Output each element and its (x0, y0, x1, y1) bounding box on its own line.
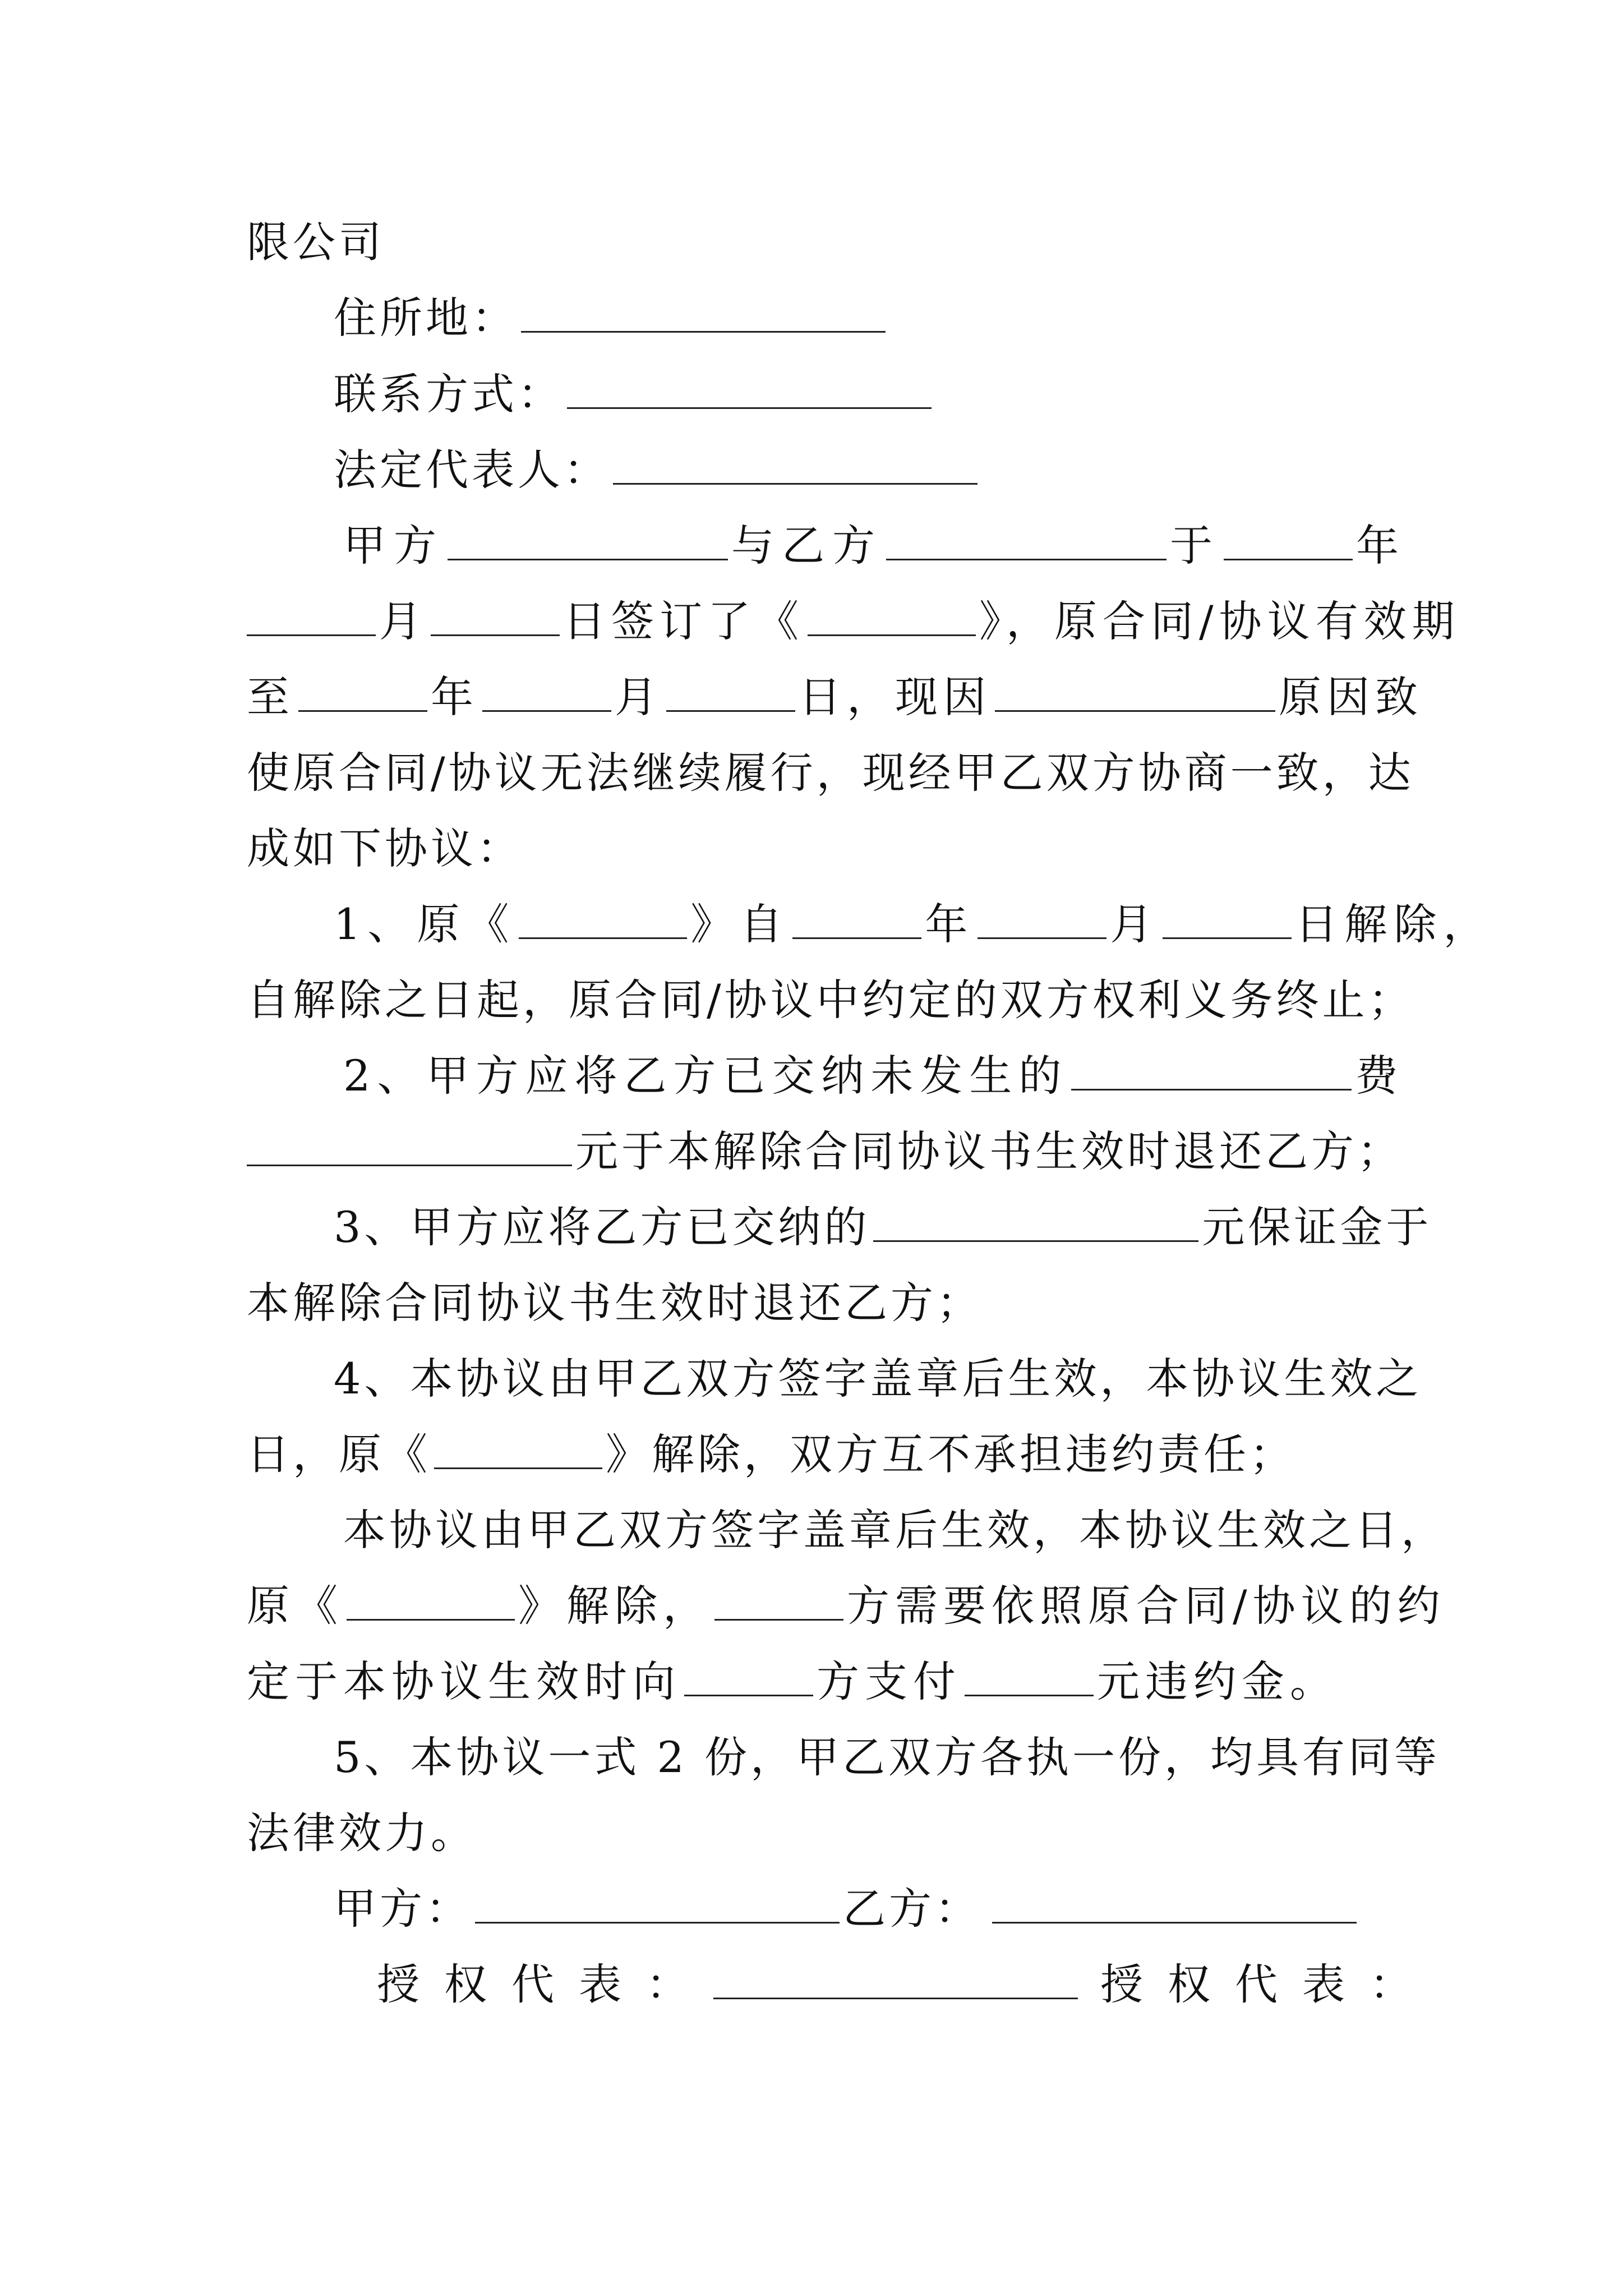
blank-party-b (886, 523, 1166, 560)
label-contact: 联系方式： (334, 369, 564, 419)
line-cannot-continue (247, 742, 1414, 804)
blank-address (521, 295, 886, 333)
text-penalty: 元违约金。 (1097, 1657, 1338, 1706)
text-now-due-to: 日，现因 (799, 672, 992, 722)
text-deposit: 元保证金于 (1202, 1202, 1432, 1252)
blank-sign-day (431, 599, 560, 636)
label-legal-rep: 法定代表人： (334, 445, 610, 495)
line-parties (343, 515, 1498, 577)
line-clause-2-cont (247, 1121, 1402, 1182)
text-terminated: 日解除， (1295, 899, 1493, 949)
blank-clause-4-alt-contract (347, 1583, 515, 1621)
text-year: 年 (925, 899, 975, 949)
line-sign-date (247, 591, 1460, 652)
text-with-party-b: 与乙方 (731, 521, 883, 570)
blank-party-a (448, 523, 728, 560)
label-signature-party-b: 乙方： (843, 1884, 981, 1934)
blank-clause-1-year (792, 901, 921, 939)
line-penalty (247, 1651, 1402, 1713)
line-clause-3-cont (247, 1272, 1402, 1334)
label-authorized-rep-b: 授权代表： (1100, 1959, 1437, 2009)
label-address: 住所地： (334, 293, 518, 343)
text-fee: 费 (1355, 1051, 1405, 1101)
blank-payee-party (684, 1659, 813, 1696)
blank-contract-name (808, 599, 976, 636)
text-clause-4-alt: 本协议由甲乙双方签字盖章后生效，本协议生效之日， (343, 1505, 1447, 1555)
blank-sign-month (247, 599, 376, 636)
text-clause-3-cont: 本解除合同协议书生效时退还乙方； (247, 1278, 983, 1328)
text-month: 月 (1110, 899, 1160, 949)
line-clause-5-cont (247, 1802, 1402, 1864)
blank-clause-3-deposit (873, 1204, 1198, 1242)
line-clause-2 (343, 1045, 1498, 1107)
text-reason-causes: 原因致 (1279, 672, 1423, 722)
blank-signature-party-b (992, 1886, 1357, 1924)
blank-clause-2-fee (1071, 1053, 1352, 1091)
line-agreement-intro (247, 818, 1402, 880)
line-address (334, 287, 1489, 349)
blank-valid-month (482, 674, 611, 712)
label-authorized-rep-a: 授权代表： (377, 1959, 713, 2009)
line-contact (334, 364, 1489, 425)
text-year: 年 (1356, 521, 1407, 570)
text-month: 月 (615, 672, 663, 722)
text-original: 原《 (247, 1581, 343, 1631)
blank-authorized-rep-a (713, 1962, 1078, 1999)
text-party-a: 甲方 (343, 521, 444, 570)
blank-clause-2-amount (247, 1129, 572, 1166)
text-clause-5: 5、本协议一式 2 份，甲乙双方各执一份，均具有同等 (334, 1732, 1441, 1782)
blank-penalty-amount (965, 1659, 1094, 1696)
line-clause-4-alt-cont (247, 1575, 1446, 1637)
text-signed: 日签订了《 (563, 596, 804, 646)
blank-reason (995, 674, 1275, 712)
text-clause-3-start: 3、甲方应将乙方已交纳的 (334, 1202, 870, 1252)
blank-contact (567, 371, 932, 409)
text-party-pay: 方支付 (817, 1657, 961, 1706)
line-signature-parties (334, 1878, 1489, 1940)
text-clause-5-cont: 法律效力。 (247, 1808, 477, 1858)
line-clause-5 (334, 1727, 1489, 1788)
text-from: 》自 (690, 899, 790, 949)
text-clause-4: 4、本协议由甲乙双方签字盖章后生效，本协议生效之 (334, 1354, 1422, 1404)
blank-sign-year (1224, 523, 1353, 560)
text-validity: 》，原合同/协议有效期 (979, 596, 1460, 646)
blank-clause-1-month (978, 901, 1106, 939)
text-party-must: 方需要依照原合同/协议的约 (847, 1581, 1446, 1631)
line-company-suffix (247, 211, 1402, 273)
line-clause-1-cont (247, 969, 1414, 1031)
line-clause-4 (334, 1348, 1489, 1410)
text-clause-2-start: 2、甲方应将乙方已交纳未发生的 (343, 1051, 1068, 1101)
text-clause-4-cont-start: 日，原《 (247, 1429, 431, 1479)
text-year: 年 (431, 672, 479, 722)
blank-clause-4-contract (434, 1432, 602, 1469)
line-clause-3 (334, 1197, 1489, 1258)
text-clause-1-start: 1、原《 (334, 899, 516, 949)
text-terminated: 》解除， (518, 1581, 711, 1631)
text-on: 于 (1170, 521, 1220, 570)
text-clause-1-cont: 自解除之日起，原合同/协议中约定的双方权利义务终止； (247, 975, 1414, 1025)
blank-clause-1-day (1163, 901, 1292, 939)
blank-breaching-party (714, 1583, 843, 1621)
text-until: 至 (247, 672, 295, 722)
line-clause-4-cont (247, 1424, 1402, 1485)
line-legal-rep (334, 439, 1489, 501)
text-agreement-intro: 成如下协议： (247, 823, 523, 873)
text-pay-to: 定于本协议生效时向 (247, 1657, 681, 1706)
label-signature-party-a: 甲方： (334, 1884, 472, 1934)
blank-valid-day (666, 674, 795, 712)
blank-valid-year (298, 674, 427, 712)
blank-clause-1-contract (519, 901, 687, 939)
text-clause-4-cont-end: 》解除，双方互不承担违约责任； (606, 1429, 1295, 1479)
blank-legal-rep (613, 447, 978, 485)
text-clause-2-cont: 元于本解除合同协议书生效时退还乙方； (575, 1126, 1403, 1176)
blank-signature-party-a (475, 1886, 840, 1924)
line-validity-date (247, 666, 1423, 728)
line-authorized-reps (377, 1954, 1532, 2016)
text-month: 月 (379, 596, 427, 646)
text-company-suffix: 限公司 (247, 217, 385, 267)
line-clause-4-alt (343, 1499, 1498, 1561)
text-cannot-continue: 使原合同/协议无法继续履行，现经甲乙双方协商一致，达 (247, 748, 1414, 798)
line-clause-1 (334, 894, 1493, 955)
